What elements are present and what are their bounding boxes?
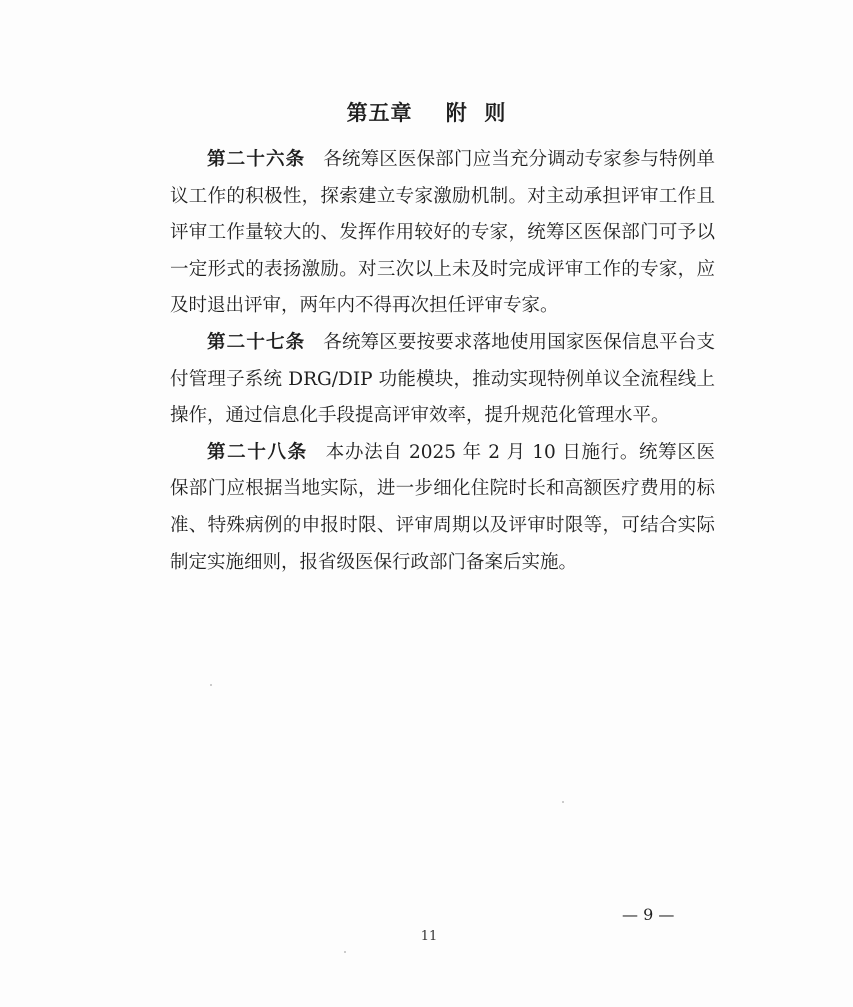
article-28 (170, 435, 715, 581)
article-number: 第二十八条 (207, 441, 308, 463)
article-text: 各统筹区医保部门应当充分调动专家参与特例单议工作的积极性，探索建立专家激励机制。对主动承担评审工作且评审工作量较大的、发挥作用较好的专家，统筹区医保部门可予以一定形式的表扬激励。对三次以上未及时完成评审工作的专家，应及时退出评审，两年内不得再次担任评审专家。 (170, 149, 715, 317)
scan-page-number: 11 (420, 929, 438, 944)
document-body (170, 142, 715, 581)
scan-speck (562, 801, 564, 803)
article-text: 各统筹区要按要求落地使用国家医保信息平台支付管理子系统 DRG/DIP 功能模块，推动实现特例单议全流程线上操作，通过信息化手段提高评审效率，提升规范化管理水平。 (170, 331, 715, 427)
article-26 (170, 142, 715, 325)
article-text: 本办法自 2025 年 2 月 10 日施行。统筹区医保部门应根据当地实际，进一步细化住院时长和高额医疗费用的标准、特殊病例的申报时限、评审周期以及评审时限等，可结合实际制定实施细则，报省级医保行政部门备案后实施。 (170, 441, 715, 573)
article-number: 第二十七条 (207, 331, 306, 353)
chapter-title: 第五章 附 则 (346, 100, 507, 125)
article-number: 第二十六条 (207, 149, 306, 170)
page-number: — 9 — (622, 905, 675, 924)
article-27 (170, 325, 715, 435)
scan-speck (210, 684, 212, 686)
scan-speck (344, 951, 346, 953)
